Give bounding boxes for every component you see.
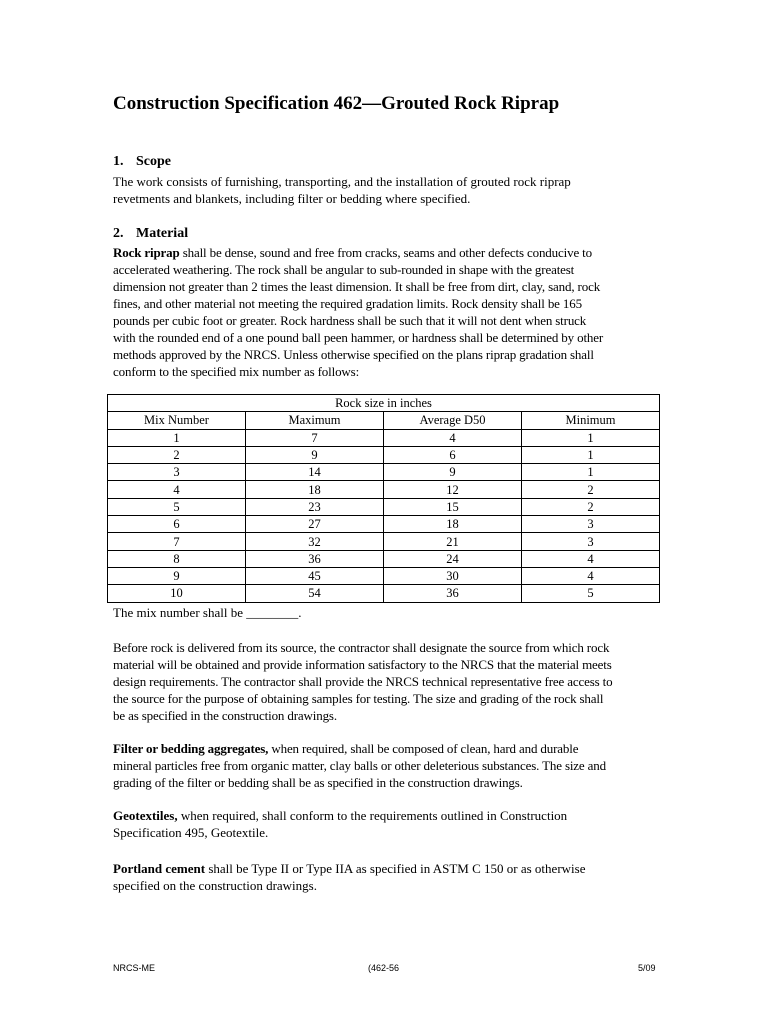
table-row [108,481,660,498]
cell-mix-number: 3 [108,464,246,481]
cell-average-d50: 21 [384,533,522,550]
cell-minimum: 1 [522,446,660,463]
scope-paragraph [113,173,643,207]
table-body [108,429,660,602]
portland-line: specified on the construction drawings. [113,878,317,893]
cell-average-d50: 4 [384,429,522,446]
portland-cement-paragraph [113,860,643,894]
cell-maximum: 54 [246,585,384,602]
cell-maximum: 18 [246,481,384,498]
material-heading [113,226,188,242]
table-row [108,585,660,602]
cell-average-d50: 18 [384,516,522,533]
table-row [108,446,660,463]
riprap-line-text: shall be dense, sound and free from cracks, seams and other defects conducive to [179,245,592,260]
cell-mix-number: 10 [108,585,246,602]
gradation-table [107,394,660,603]
riprap-paragraph [113,244,643,380]
cell-minimum: 1 [522,429,660,446]
source-paragraph [113,639,643,724]
riprap-line: dimension not greater than 2 times the least dimension. It shall be free from dirt, clay, sand, rock [113,279,601,294]
cell-mix-number: 1 [108,429,246,446]
table-row [108,550,660,567]
cell-mix-number: 4 [108,481,246,498]
column-header-minimum: Minimum [522,412,660,429]
footer-left: NRCS-ME [113,963,155,973]
riprap-line: pounds per cubic foot or greater. Rock hardness shall be such that it will not dent when struck [113,313,587,328]
filter-line: grading of the filter or bedding shall be as specified in the construction drawings. [113,775,523,790]
cell-average-d50: 24 [384,550,522,567]
cell-minimum: 4 [522,550,660,567]
filter-line: mineral particles free from organic matter, clay balls or other deleterious substances. The size and [113,758,606,773]
cell-maximum: 32 [246,533,384,550]
cell-minimum: 2 [522,481,660,498]
filter-term: Filter or bedding aggregates, [113,741,269,756]
cell-maximum: 7 [246,429,384,446]
cell-mix-number: 9 [108,567,246,584]
source-line: design requirements. The contractor shall provide the NRCS technical representative free access to [113,674,613,689]
riprap-line: methods approved by the NRCS. Unless otherwise specified on the plans riprap gradation shall [113,347,594,362]
cell-minimum: 1 [522,464,660,481]
table-row [108,516,660,533]
source-line: Before rock is delivered from its source, the contractor shall designate the source from which rock [113,640,610,655]
source-line: material will be obtained and provide information satisfactory to the NRCS that the material meets [113,657,612,672]
table-row [108,429,660,446]
cell-average-d50: 6 [384,446,522,463]
riprap-line: conform to the specified mix number as follows: [113,364,360,379]
table-row [108,464,660,481]
filter-line-text: when required, shall be composed of clean, hard and durable [268,741,579,756]
riprap-line: accelerated weathering. The rock shall be angular to sub-rounded in shape with the greatest [113,262,575,277]
table-group-header-row [108,395,660,412]
column-header-mix-number: Mix Number [108,412,246,429]
cell-minimum: 2 [522,498,660,515]
cell-mix-number: 2 [108,446,246,463]
cell-minimum: 3 [522,533,660,550]
table-row [108,533,660,550]
scope-heading [113,154,171,170]
geotextiles-line-text: when required, shall conform to the requirements outlined in Construction [177,808,568,823]
portland-term: Portland cement [113,861,206,876]
riprap-line: with the rounded end of a one pound ball peen hammer, or hardness shall be determined by other [113,330,604,345]
cell-minimum: 5 [522,585,660,602]
page-title: Construction Specification 462—Grouted Rock Riprap [113,93,560,114]
source-line: be as specified in the construction drawings. [113,708,337,723]
cell-minimum: 4 [522,567,660,584]
material-number: 2. [113,226,124,241]
cell-minimum: 3 [522,516,660,533]
scope-line: The work consists of furnishing, transporting, and the installation of grouted rock riprap [113,174,571,189]
cell-maximum: 27 [246,516,384,533]
mix-number-caption: The mix number shall be ________. [113,605,302,620]
riprap-line [113,244,643,261]
cell-average-d50: 9 [384,464,522,481]
cell-maximum: 23 [246,498,384,515]
cell-mix-number: 6 [108,516,246,533]
filter-paragraph [113,740,643,791]
scope-line: revetments and blankets, including filter or bedding where specified. [113,191,471,206]
table-header-row [108,412,660,429]
material-heading-text: Material [136,226,189,241]
riprap-term: Rock riprap [113,245,180,260]
table-row [108,498,660,515]
cell-maximum: 45 [246,567,384,584]
footer-date: 5/09 [638,963,656,973]
footer-page-number: (462-56 [368,963,400,973]
column-header-average-d50: Average D50 [384,412,522,429]
cell-average-d50: 36 [384,585,522,602]
cell-average-d50: 15 [384,498,522,515]
cell-maximum: 14 [246,464,384,481]
source-line: the source for the purpose of obtaining samples for testing. The size and grading of the rock shall [113,691,604,706]
cell-average-d50: 30 [384,567,522,584]
cell-mix-number: 5 [108,498,246,515]
geotextiles-term: Geotextiles, [113,808,178,823]
portland-line [113,860,643,877]
geotextiles-paragraph [113,807,643,841]
scope-number: 1. [113,154,124,169]
filter-line [113,740,643,757]
riprap-line: fines, and other material not meeting the required gradation limits. Rock density shall be 165 [113,296,582,311]
geotextiles-line: Specification 495, Geotextile. [113,825,269,840]
portland-line-text: shall be Type II or Type IIA as specified in ASTM C 150 or as otherwise [205,861,586,876]
table-group-header: Rock size in inches [108,395,660,412]
cell-maximum: 9 [246,446,384,463]
scope-heading-text: Scope [136,154,171,169]
cell-mix-number: 8 [108,550,246,567]
column-header-maximum: Maximum [246,412,384,429]
cell-average-d50: 12 [384,481,522,498]
table-row [108,567,660,584]
cell-maximum: 36 [246,550,384,567]
cell-mix-number: 7 [108,533,246,550]
geotextiles-line [113,807,643,824]
